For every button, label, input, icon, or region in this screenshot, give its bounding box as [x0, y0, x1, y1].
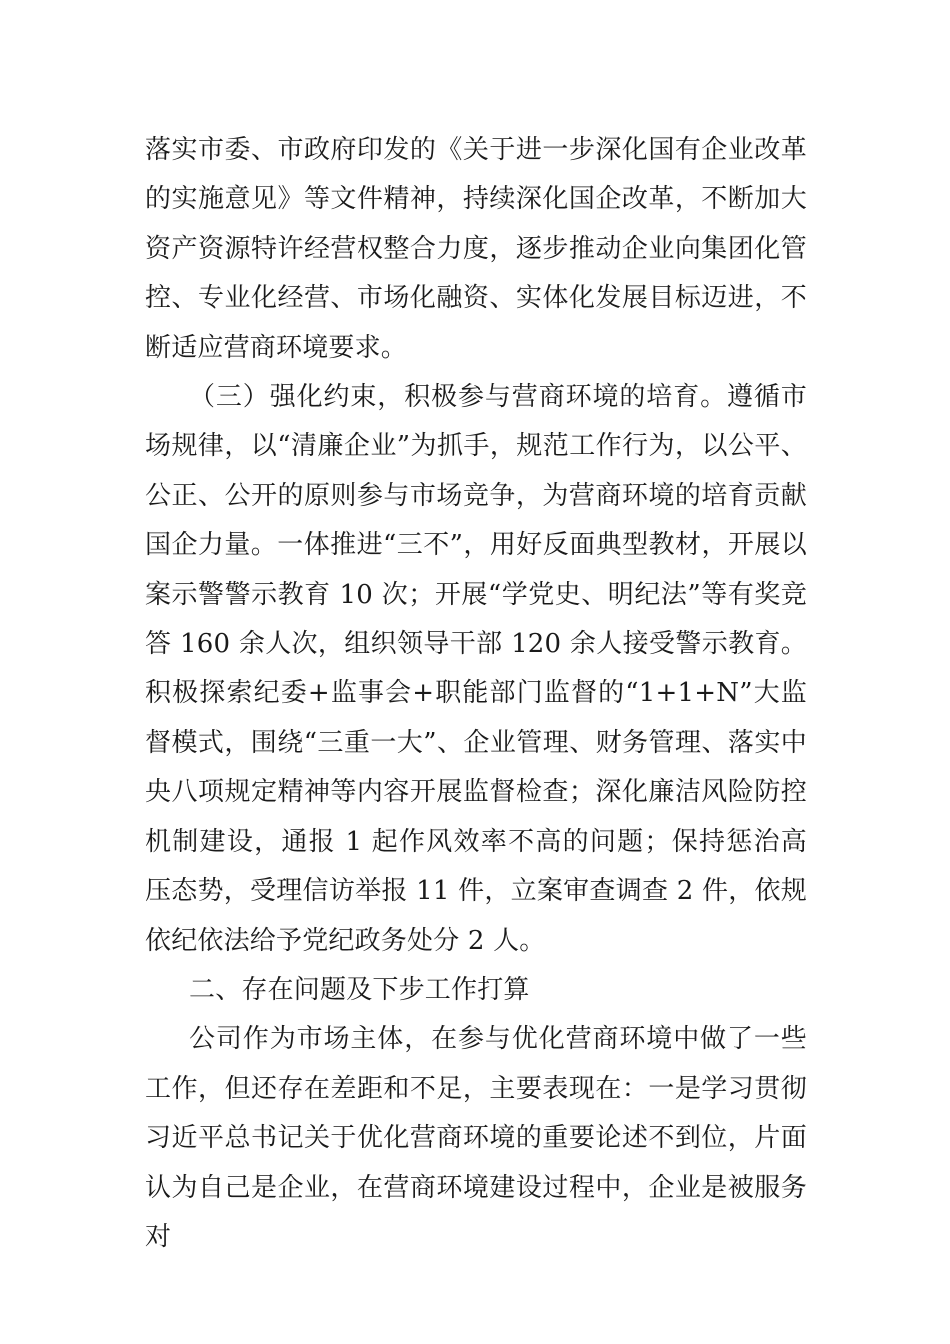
- paragraph-strengthen-constraints: （三）强化约束，积极参与营商环境的培育。遵循市场规律，以“清廉企业”为抓手，规范工作行为，以公平、公正、公开的原则参与市场竞争，为营商环境的培育贡献国企力量。一体推进“三不”，用好反面典型教材，开展以案示警警示教育 10 次；开展“学党史、明纪法”等有奖竞答 160 余人次，组织领导干部 120 余人接受警示教育。积极探索纪委+监事会+职能部门监督的“1+1+N”大监督模式，围绕“三重一大”、企业管理、财务管理、落实中央八项规定精神等内容开展监督检查；深化廉洁风险防控机制建设，通报 1 起作风效率不高的问题；保持惩治高压态势，受理信访举报 11 件，立案审查调查 2 件，依规依纪依法给予党纪政务处分 2 人。: [145, 382, 807, 956]
- section-heading-problems-and-plans: 二、存在问题及下步工作打算: [189, 974, 530, 1005]
- paragraph-reform-implementation: 落实市委、市政府印发的《关于进一步深化国有企业改革的实施意见》等文件精神，持续深化国企改革，不断加大资产资源特许经营权整合力度，逐步推动企业向集团化管控、专业化经营、市场化融资、实体化发展目标迈进，不断适应营商环境要求。: [145, 135, 807, 363]
- document-page: [145, 126, 807, 1262]
- paragraph-problems-shortcomings: 公司作为市场主体，在参与优化营商环境中做了一些工作，但还存在差距和不足，主要表现在：一是学习贯彻习近平总书记关于优化营商环境的重要论述不到位，片面认为自己是企业，在营商环境建设过程中，企业是被服务对: [145, 1024, 807, 1252]
